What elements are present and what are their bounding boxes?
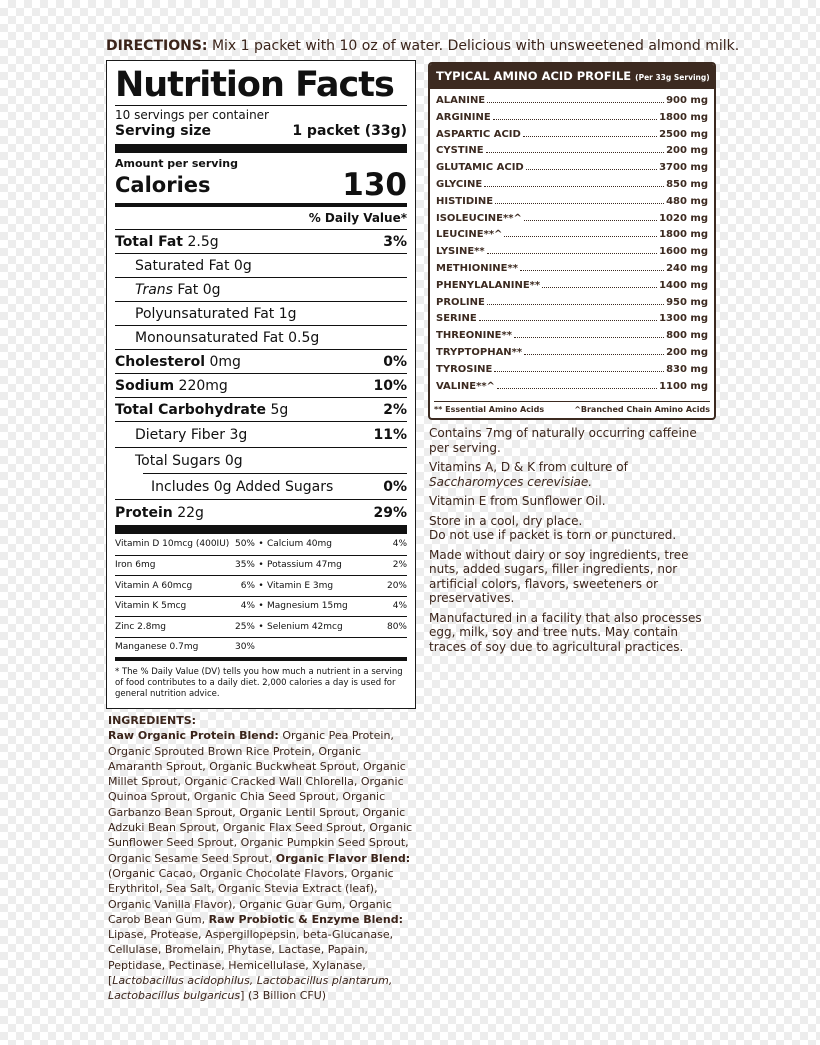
total-fat-pct: 3%: [383, 233, 407, 250]
directions-label: DIRECTIONS:: [106, 38, 208, 54]
amino-value: 950 mg: [666, 296, 708, 308]
essential-legend: ** Essential Amino Acids: [434, 405, 545, 414]
leader-dots: [497, 388, 657, 389]
carb-amount: 5g: [270, 401, 289, 418]
vitamin-left-pct: 50%: [234, 539, 255, 550]
amino-footer: [434, 401, 710, 414]
vitamin-left-name: Zinc 2.8mg: [115, 621, 166, 632]
vitamin-mineral-grid: [115, 534, 407, 657]
ingredients: [108, 713, 418, 1004]
added-sugars-pct: 0%: [383, 478, 407, 495]
polyunsaturated-fat-row: [115, 301, 407, 325]
protein-blend-text: Organic Pea Protein, Organic Sprouted Brown Rice Protein, Organic Amaranth Sprout, Organic Buckwheat Sprout, Organic Millet Sprout, Organic Cracked Wall Chlorella, Organic Quinoa Sprout, Organic Chia Seed Sprout, Organic Garbanzo Bean Sprout, Organic Lentil Sprout, Organic Adzuki Bean Sprout, Organic Flax Seed Sprout, Organic Sunflower Seed Sprout, Organic Pumpkin Seed Sprout, Organic Sesame Seed Sprout,: [108, 729, 413, 865]
amino-value: 240 mg: [666, 262, 708, 274]
amino-value: 2500 mg: [659, 128, 708, 140]
leader-dots: [486, 152, 665, 153]
amino-row: [436, 347, 708, 364]
amino-header: [430, 64, 714, 89]
product-notes: [429, 426, 714, 659]
protein-blend-name: Raw Organic Protein Blend:: [108, 729, 279, 743]
vitamin-left-pct: 30%: [234, 642, 255, 653]
amino-name: SERINE: [436, 313, 477, 325]
leader-dots: [487, 253, 657, 254]
serving-size-label: Serving size: [115, 123, 212, 139]
packet-text: Do not use if packet is torn or punctured.: [429, 528, 677, 542]
vitamin-right-name: Calcium 40mg: [267, 539, 333, 550]
vitamin-row: [115, 616, 407, 637]
storage-note: [429, 514, 714, 543]
vitamin-right-cell: [267, 560, 407, 570]
amino-row: [436, 246, 708, 263]
saturated-fat-amount: 0g: [233, 257, 252, 274]
sodium-label: Sodium: [115, 377, 175, 394]
total-fat-row: [115, 229, 407, 253]
protein-pct: 29%: [373, 504, 407, 521]
amino-value: 800 mg: [666, 330, 708, 342]
probiotic-species: Lactobacillus acidophilus, Lactobacillus plantarum, Lactobacillus bulgaricus: [108, 974, 393, 1003]
vitamin-right-name: Potassium 47mg: [267, 560, 342, 571]
leader-dots: [494, 371, 664, 372]
vitamin-row: [115, 575, 407, 596]
amino-name: VALINE**^: [436, 380, 495, 392]
vitamin-left-cell: [115, 642, 255, 652]
branched-legend: ^Branched Chain Amino Acids: [574, 405, 710, 414]
vitamin-left-pct: 35%: [234, 560, 255, 571]
amino-row: [436, 196, 708, 213]
trans-fat-row: [115, 277, 407, 301]
vitamin-right-cell: [267, 581, 407, 591]
amino-value: 1020 mg: [659, 212, 708, 224]
leader-dots: [479, 320, 657, 321]
vitamin-left-pct: 25%: [234, 621, 255, 632]
amino-row: [436, 280, 708, 297]
protein-label: Protein: [115, 504, 173, 521]
amino-row: [436, 95, 708, 112]
leader-dots: [524, 220, 657, 221]
amino-name: TRYPTOPHAN**: [436, 346, 523, 358]
vitamin-right-cell: [267, 601, 407, 611]
total-carbohydrate-row: [115, 397, 407, 421]
vitamin-right-pct: 20%: [386, 580, 407, 591]
amino-value: 1400 mg: [659, 279, 708, 291]
amino-value: 850 mg: [666, 178, 708, 190]
monounsaturated-fat-row: [115, 325, 407, 349]
flavor-blend-name: Organic Flavor Blend:: [275, 851, 411, 865]
leader-dots: [495, 203, 664, 204]
calories-value: 130: [342, 167, 407, 203]
leader-dots: [484, 186, 664, 187]
ingredients-tail: ] (3 Billion CFU): [240, 989, 327, 1003]
leader-dots: [523, 136, 657, 137]
vitamin-left-name: Vitamin D 10mcg (400IU): [115, 539, 230, 550]
sodium-amount: 220mg: [178, 377, 228, 394]
amino-value: 200 mg: [666, 145, 708, 157]
amino-value: 1800 mg: [659, 111, 708, 123]
vitamin-row: [115, 534, 407, 555]
saturated-fat-label: Saturated Fat: [135, 257, 230, 274]
vitamins-culture: Saccharomyces cerevisiae.: [429, 474, 593, 489]
amino-row: [436, 179, 708, 196]
serving-size-value: 1 packet (33g): [292, 123, 407, 139]
vitamin-row: [115, 596, 407, 617]
sugars-amount: 0g: [224, 452, 243, 469]
vitamin-left-name: Iron 6mg: [115, 560, 156, 571]
amino-value: 200 mg: [666, 346, 708, 358]
leader-dots: [504, 236, 657, 237]
amino-row: [436, 213, 708, 230]
amino-subtitle: (Per 33g Serving): [635, 73, 710, 82]
vitamins-note: [429, 460, 714, 489]
amino-row: [436, 129, 708, 146]
vitamin-left-pct: 4%: [240, 601, 255, 612]
amino-name: LYSINE**: [436, 246, 485, 258]
amino-row: [436, 297, 708, 314]
amino-name: PROLINE: [436, 296, 485, 308]
vitamins-prefix: Vitamins A, D & K from culture of: [429, 460, 628, 474]
amino-name: METHIONINE**: [436, 262, 518, 274]
servings-per-container: 10 servings per container: [115, 108, 269, 122]
leader-dots: [493, 119, 657, 120]
vitamin-right-name: Vitamin E 3mg: [267, 580, 334, 591]
amino-row: [436, 381, 708, 398]
added-sugars-label: Includes 0g Added Sugars: [151, 478, 334, 495]
amino-name: TYROSINE: [436, 363, 493, 375]
serving-size-row: [115, 122, 407, 144]
vitamin-left-name: Manganese 0.7mg: [115, 642, 199, 653]
amino-value: 900 mg: [666, 95, 708, 106]
leader-dots: [524, 354, 664, 355]
leader-dots: [514, 337, 664, 338]
daily-value-header: % Daily Value*: [308, 211, 407, 225]
added-sugars-row: [143, 473, 407, 499]
probiotic-blend-name: Raw Probiotic & Enzyme Blend:: [208, 912, 403, 926]
amino-value: 1800 mg: [659, 229, 708, 241]
vitamin-bullet: •: [258, 601, 264, 612]
vitamin-left-cell: [115, 622, 255, 632]
amino-row: [436, 364, 708, 381]
cholesterol-label: Cholesterol: [115, 353, 205, 370]
amino-row: [436, 162, 708, 179]
amino-title: TYPICAL AMINO ACID PROFILE: [436, 69, 632, 83]
fiber-pct: 11%: [373, 426, 407, 443]
amino-row: [436, 112, 708, 129]
leader-dots: [520, 270, 664, 271]
sodium-row: [115, 373, 407, 397]
vitamin-left-name: Vitamin A 60mcg: [115, 580, 193, 591]
amino-value: 1100 mg: [659, 380, 708, 392]
leader-dots: [542, 287, 657, 288]
amino-name: THREONINE**: [436, 330, 512, 342]
directions: [106, 38, 739, 54]
nutrition-facts-panel: [106, 60, 416, 709]
trans-fat-label-2: Fat: [177, 281, 199, 298]
vitamin-left-cell: [115, 601, 255, 611]
vitamin-left-cell: [115, 539, 255, 549]
mono-fat-amount: 0.5g: [288, 329, 320, 346]
amino-name: ISOLEUCINE**^: [436, 212, 522, 224]
vitamin-right-cell: [267, 622, 407, 632]
amino-row: [436, 145, 708, 162]
carb-pct: 2%: [383, 401, 407, 418]
dietary-fiber-row: [115, 421, 407, 447]
amino-value: 3700 mg: [659, 162, 708, 174]
vitamin-row: [115, 555, 407, 576]
amino-name: ASPARTIC ACID: [436, 128, 521, 140]
store-text: Store in a cool, dry place.: [429, 513, 583, 528]
trans-fat-label: Trans: [135, 281, 173, 298]
amino-name: GLYCINE: [436, 178, 483, 190]
probiotic-blend-text: Lipase, Protease, Aspergillopepsin, beta-Glucanase, Cellulase, Bromelain, Phytase, Lactase, Papain, Peptidase, Pectinase, Hemicellulase, Xylanase, [: [108, 928, 394, 988]
amino-name: ARGININE: [436, 111, 491, 123]
daily-value-footnote: * The % Daily Value (DV) tells you how much a nutrient in a serving of food contributes to a daily diet. 2,000 calories a day is used for general nutrition advice.: [115, 667, 403, 699]
fiber-amount: 3g: [229, 426, 248, 443]
vitamin-right-name: Magnesium 15mg: [267, 601, 348, 612]
saturated-fat-row: [115, 253, 407, 277]
cholesterol-row: [115, 349, 407, 373]
vitamin-right-pct: 2%: [392, 560, 407, 571]
vitamin-left-cell: [115, 560, 255, 570]
vitamin-left-pct: 6%: [240, 580, 255, 591]
total-fat-label: Total Fat: [115, 233, 184, 250]
mono-fat-label: Monounsaturated Fat: [135, 329, 284, 346]
cholesterol-pct: 0%: [383, 353, 407, 370]
protein-row: [115, 499, 407, 525]
vitamin-right-pct: 4%: [392, 539, 407, 550]
amino-row: [436, 313, 708, 330]
calories-label: Calories: [115, 173, 211, 197]
amino-list: [430, 89, 714, 397]
amino-value: 830 mg: [666, 363, 708, 375]
amino-value: 1300 mg: [659, 313, 708, 325]
amino-name: PHENYLALANINE**: [436, 279, 541, 291]
directions-text: Mix 1 packet with 10 oz of water. Delicious with unsweetened almond milk.: [207, 38, 740, 54]
total-sugars-row: [115, 447, 407, 473]
trans-fat-amount: 0g: [202, 281, 221, 298]
amino-row: [436, 229, 708, 246]
poly-fat-label: Polyunsaturated Fat: [135, 305, 275, 322]
vitamin-left-name: Vitamin K 5mcg: [115, 601, 187, 612]
poly-fat-amount: 1g: [278, 305, 297, 322]
vitamin-right-name: Selenium 42mcg: [267, 621, 343, 632]
amino-name: CYSTINE: [436, 145, 484, 157]
amino-row: [436, 263, 708, 280]
leader-dots: [487, 304, 664, 305]
vitamin-e-note: Vitamin E from Sunflower Oil.: [429, 494, 606, 508]
nutrition-facts-title: Nutrition Facts: [115, 65, 394, 105]
amino-name: HISTIDINE: [436, 195, 494, 207]
amino-value: 1600 mg: [659, 246, 708, 258]
caffeine-note: Contains 7mg of naturally occurring caffeine per serving.: [429, 426, 697, 455]
vitamin-bullet: •: [258, 621, 264, 632]
sugars-label: Total Sugars: [135, 452, 221, 469]
facility-note: Manufactured in a facility that also processes egg, milk, soy and tree nuts. May contain traces of soy due to agricultural practices.: [429, 610, 702, 654]
vitamin-right-cell: [267, 539, 407, 549]
amino-name: ALANINE: [436, 95, 486, 106]
ingredients-title: INGREDIENTS:: [108, 714, 197, 727]
carb-label: Total Carbohydrate: [115, 401, 267, 418]
vitamin-right-pct: 80%: [386, 621, 407, 632]
amino-row: [436, 330, 708, 347]
amino-value: 480 mg: [666, 195, 708, 207]
fiber-label: Dietary Fiber: [135, 426, 226, 443]
amount-per-serving: Amount per serving: [115, 157, 238, 170]
vitamin-left-cell: [115, 581, 255, 591]
sodium-pct: 10%: [373, 377, 407, 394]
leader-dots: [526, 169, 657, 170]
vitamin-bullet: •: [258, 560, 264, 571]
calories-row: [115, 167, 407, 203]
leader-dots: [487, 102, 664, 103]
vitamin-right-pct: 4%: [392, 601, 407, 612]
protein-amount: 22g: [177, 504, 204, 521]
flavor-blend-text: (Organic Cacao, Organic Chocolate Flavors, Organic Erythritol, Sea Salt, Organic Stevia Extract (leaf), Organic Vanilla Flavor), Organic Guar Gum, Organic Carob Bean Gum,: [108, 866, 394, 926]
vitamin-bullet: •: [258, 580, 264, 591]
made-without-note: Made without dairy or soy ingredients, tree nuts, added sugars, filler ingredients, nor artificial colors, flavors, sweeteners or preservatives.: [429, 547, 689, 605]
amino-acid-profile: [428, 62, 716, 420]
total-fat-amount: 2.5g: [187, 233, 219, 250]
vitamin-bullet: •: [258, 539, 264, 550]
vitamin-row: [115, 637, 407, 658]
amino-name: LEUCINE**^: [436, 229, 503, 241]
amino-name: GLUTAMIC ACID: [436, 162, 524, 174]
cholesterol-amount: 0mg: [209, 353, 241, 370]
